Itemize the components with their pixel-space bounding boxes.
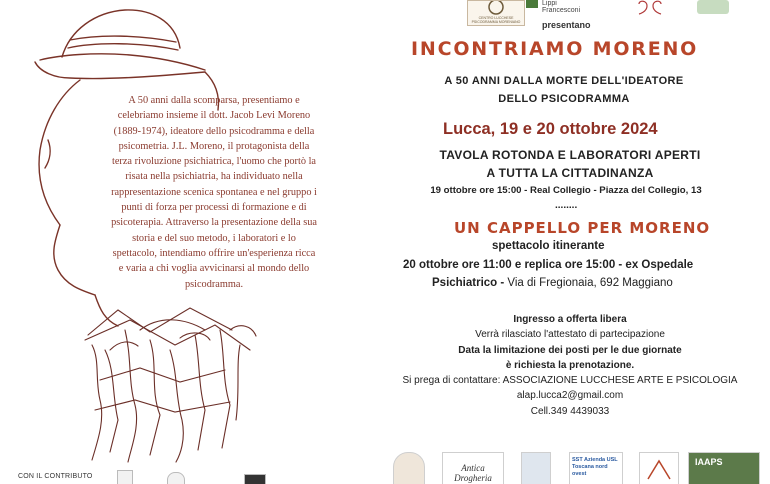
green-logo: [697, 0, 729, 14]
lippi-logo-text: Lippi Francesconi: [542, 0, 581, 14]
intro-line: psicodramma.: [184, 278, 244, 290]
subtitle-line: A 50 ANNI DALLA MORTE DELL'IDEATORE: [444, 75, 684, 87]
limitazione-text: Data la limitazione dei posti per le due giornate: [458, 344, 682, 356]
contributo-label: CON IL CONTRIBUTO: [18, 473, 93, 480]
tavola-rotonda: [420, 146, 720, 182]
intro-line: risata nella psichiatria, ha individuato nella: [125, 171, 303, 183]
ingresso-text: Ingresso a offerta libera: [513, 314, 627, 325]
intro-line: psicometria. J.L. Moreno, il protagonista della: [118, 140, 310, 152]
day2-location-bold: Psichiatrico -: [432, 277, 505, 289]
event-date: Lucca, 19 e 20 ottobre 2024: [443, 120, 658, 138]
iaaps-logo: [688, 452, 760, 484]
day2-info: 20 ottobre ore 11:00 e replica ore 15:00 - ex Ospedale: [403, 259, 694, 271]
subtitle-line: DELLO PSICODRAMMA: [498, 93, 630, 105]
emblem-logo: [167, 472, 185, 484]
figure-icon: [640, 453, 678, 484]
drogheria-text: Antica Drogheria: [454, 463, 492, 483]
day2-location: [432, 277, 673, 289]
phone-text: Cell.349 4439033: [530, 405, 610, 417]
intro-line: (1889-1974), ideatore dello psicodramma e della: [113, 125, 315, 137]
intro-line: spettacolo, intendiamo offrire un'esperienza ricca: [112, 247, 316, 259]
intro-line: terza rivoluzione psichiatrica, l'uomo che portò la: [112, 156, 316, 168]
attestato-text: Verrà rilasciato l'attestato di partecipazione: [475, 329, 665, 341]
intro-line: e varia a chi voglia avvicinarsi al mondo dello: [118, 263, 310, 275]
arte-logo: [639, 452, 679, 484]
contact-text: Si prega di contattare: ASSOCIAZIONE LUCCHESE ARTE E PSICOLOGIA: [402, 375, 738, 387]
crest-footer-logo: [521, 452, 551, 484]
intro-line: A 50 anni dalla scomparsa, presentiamo e: [128, 95, 300, 106]
asl-text: SST Azienda USL Toscana nord ovest: [572, 457, 618, 477]
iaaps-text: IAAPS: [695, 457, 723, 467]
intro-line: storia e del suo metodo, i laboratori e lo: [132, 232, 296, 244]
intro-line: psicoterapia. Attraverso la presentazione della sua: [111, 217, 317, 229]
day1-info: 19 ottobre ore 15:00 - Real Collegio - Piazza del Collegio, 13: [430, 185, 702, 196]
asl-logo: [569, 452, 623, 484]
day2-location-rest: Via di Fregionaia, 692 Maggiano: [504, 277, 673, 289]
centro-logo-text: CENTRO LUCCHESE PSICODRAMMA MORENIANO: [471, 16, 521, 24]
intro-line: celebriamo insieme il dott. Jacob Levi Moreno: [117, 110, 311, 122]
sponsor-logo: [244, 474, 266, 484]
presentano-label: presentano: [542, 20, 591, 30]
separator-dots: ........: [555, 200, 578, 211]
intro-line: punti di forza per processi di formazione e di: [121, 202, 307, 214]
crest-logo: [117, 470, 133, 484]
subtitle: [394, 72, 734, 108]
show-title: UN CAPPELLO PER MORENO: [454, 219, 711, 237]
introduction-text: [85, 93, 343, 292]
prenotazione-text: è richiesta la prenotazione.: [505, 359, 635, 371]
lucca-logo: [393, 452, 425, 484]
tavola-line: A TUTTA LA CITTADINANZA: [486, 166, 654, 180]
leaf-icon: [526, 0, 538, 8]
email-text[interactable]: alap.lucca2@gmail.com: [516, 390, 624, 402]
intro-line: rappresentazione scenica spontanea e nel gruppo i: [111, 186, 317, 198]
centro-lucchese-logo: [467, 0, 525, 26]
hearts-logo-icon: [633, 0, 667, 24]
tavola-line: TAVOLA ROTONDA E LABORATORI APERTI: [439, 148, 701, 162]
main-title: INCONTRIAMO MORENO: [411, 38, 699, 60]
registration-info: [380, 312, 760, 419]
show-subtitle: spettacolo itinerante: [492, 240, 605, 252]
drogheria-logo: [442, 452, 504, 484]
